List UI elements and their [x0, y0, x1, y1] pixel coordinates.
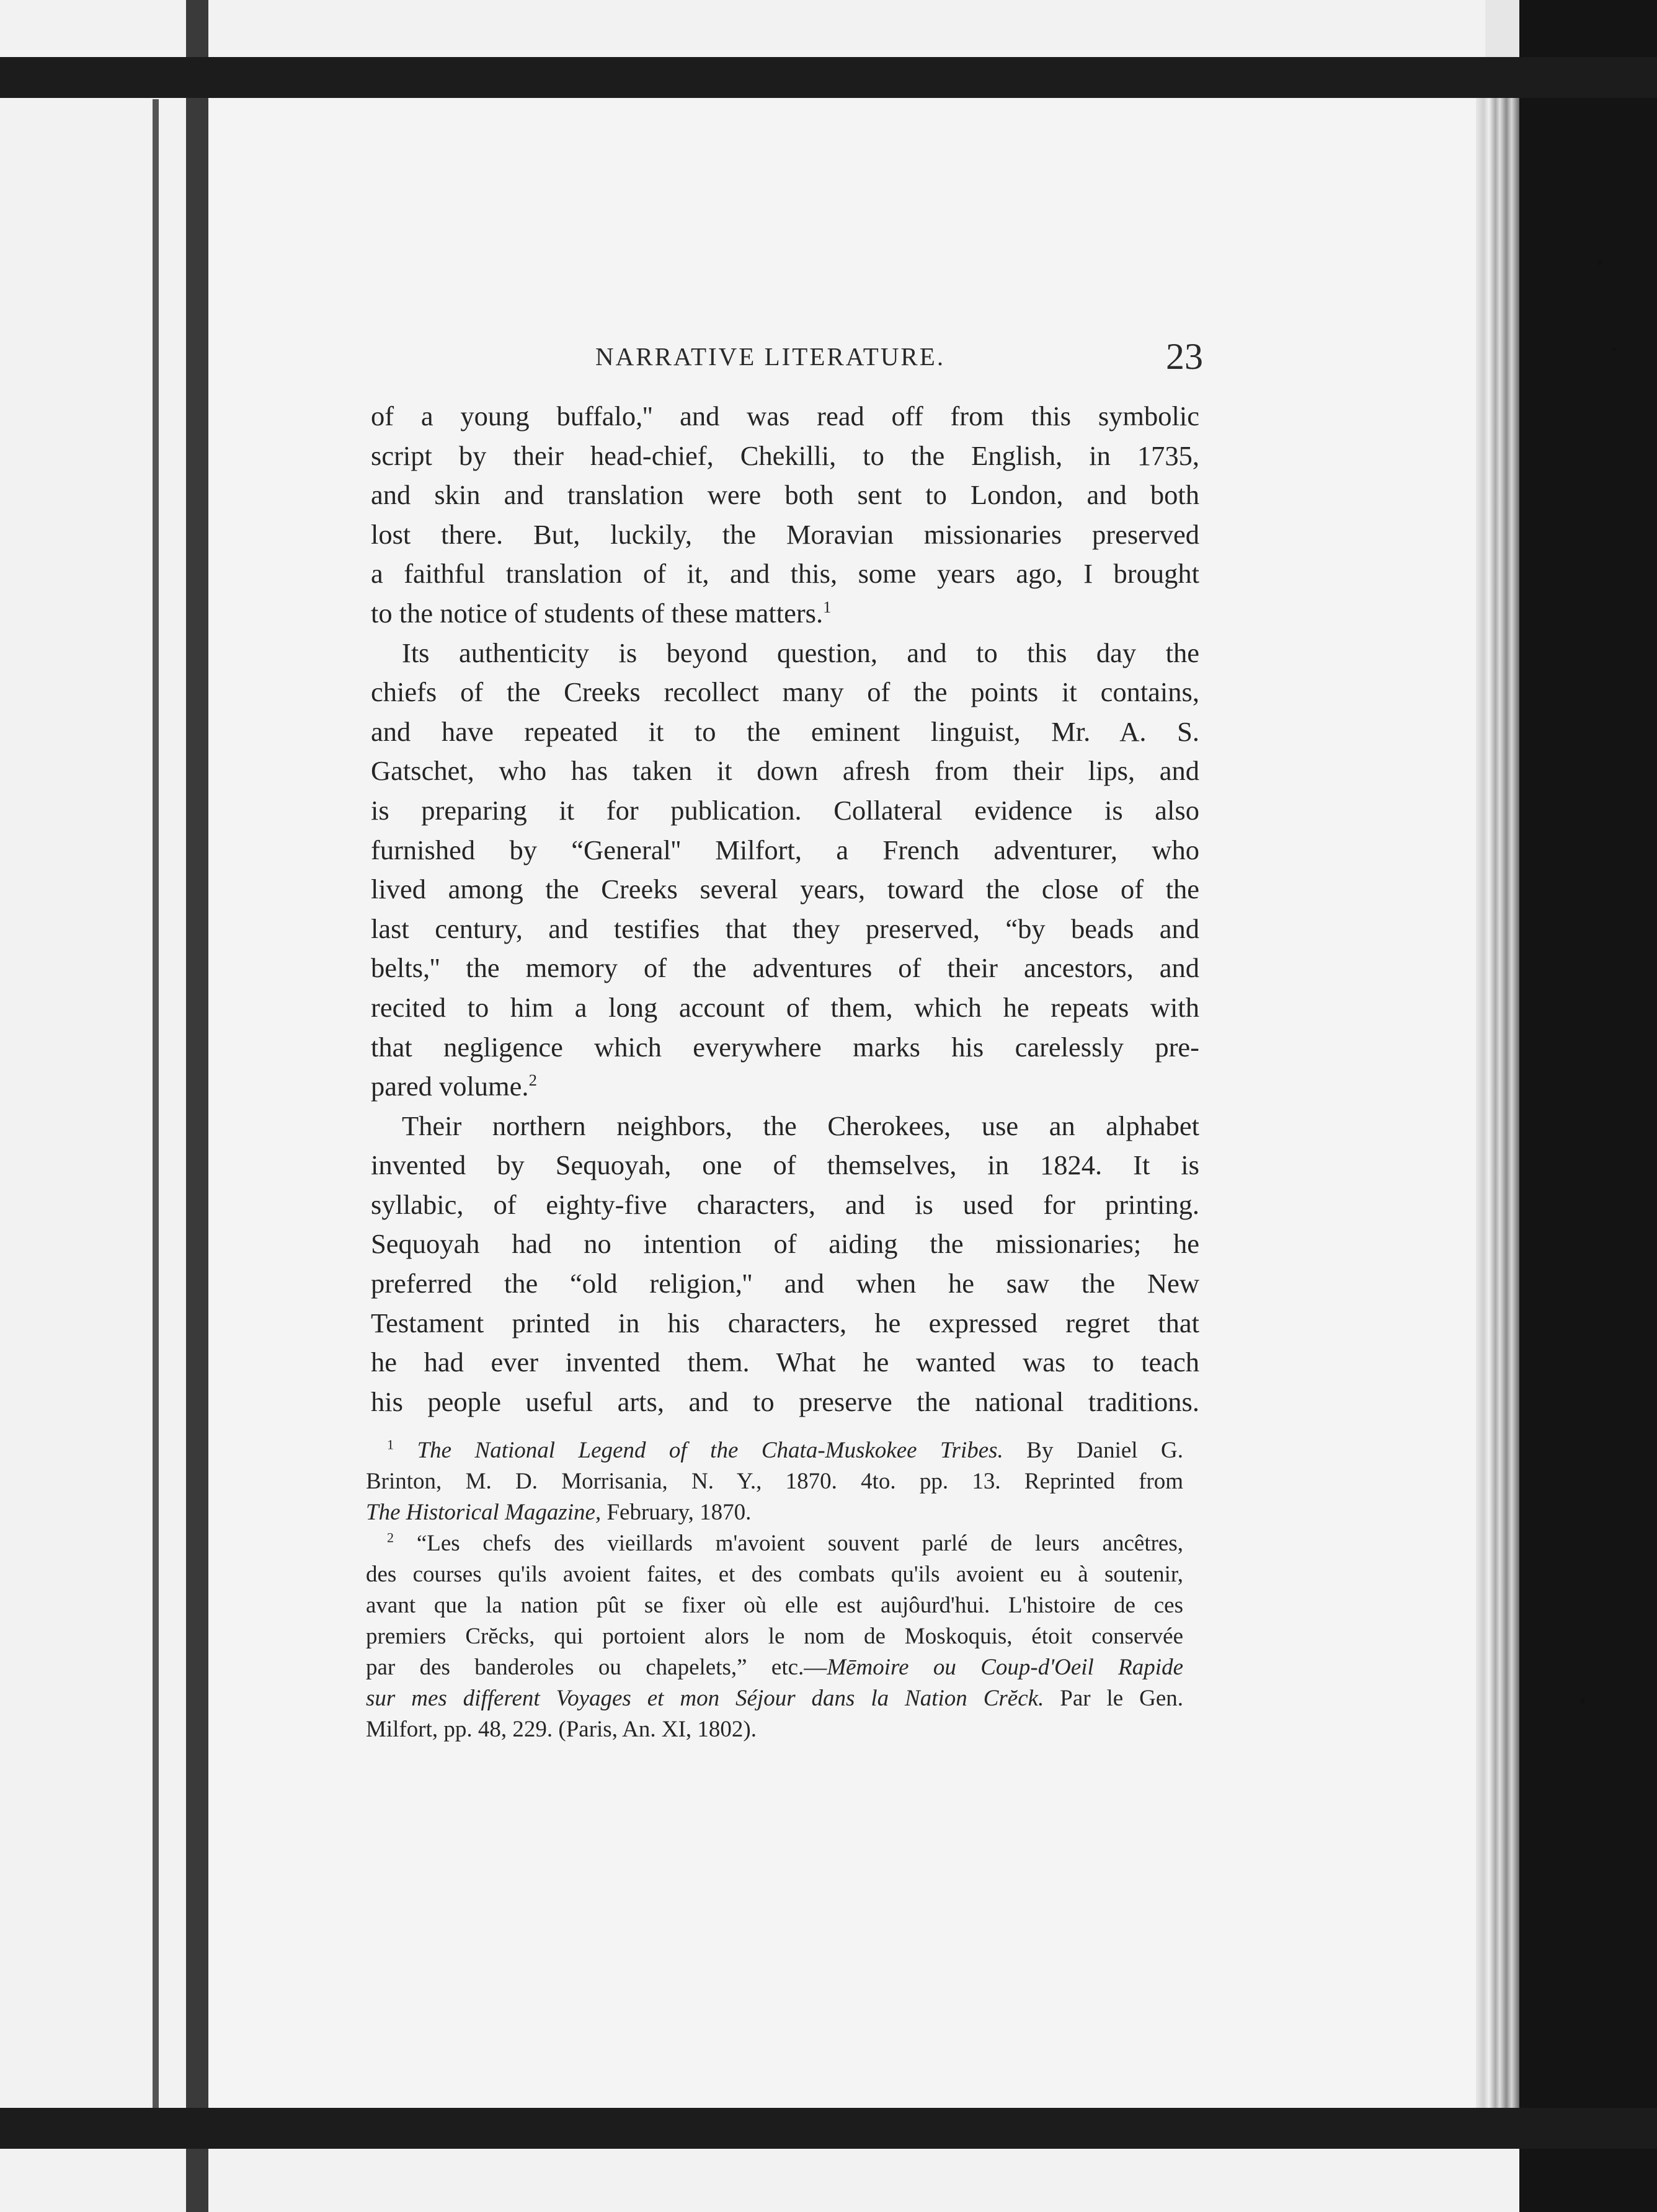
- footnote-text: By Daniel G.: [1026, 1438, 1184, 1463]
- text-line: of a young buffalo,'' and was read off from this symbolic: [371, 400, 1199, 431]
- text-line: belts,'' the memory of the adventures of their ancestors, and: [371, 952, 1199, 984]
- film-frame-left-edge: [186, 0, 208, 2212]
- running-title: NARRATIVE LITERATURE.: [595, 342, 946, 371]
- text-line: and skin and translation were both sent to London, and both: [371, 479, 1199, 511]
- text-line: is preparing it for publication. Collateral evidence is also: [371, 794, 1199, 826]
- text-line: Sequoyah had no intention of aiding the missionaries; he: [371, 1228, 1199, 1260]
- footnotes: [366, 1435, 1183, 1745]
- film-frame-left-rule: [153, 99, 159, 2108]
- footnote-marker: 2: [387, 1529, 394, 1546]
- text-line: [371, 1067, 1199, 1107]
- footnote-work-title: Mēmoire ou Coup-d'Oeil Rapide: [827, 1655, 1183, 1680]
- text-line: lived among the Creeks several years, toward the close of the: [371, 874, 1199, 905]
- text-line: and have repeated it to the eminent linguist, Mr. A. S.: [371, 715, 1199, 747]
- footnote-text: February, 1870.: [606, 1500, 752, 1525]
- footnote-work-title: sur mes different Voyages et mon Séjour dans la Nation Crĕck.: [366, 1686, 1044, 1711]
- text-line: last century, and testifies that they preserved, “by beads and: [371, 913, 1199, 944]
- footnote-reference: 1: [823, 598, 832, 617]
- text-line: Testament printed in his characters, he expressed regret that: [371, 1307, 1199, 1338]
- text-line: he had ever invented them. What he wanted was to teach: [371, 1347, 1199, 1378]
- text-line: chiefs of the Creeks recollect many of the points it contains,: [371, 676, 1199, 708]
- film-frame-right-stub: [1485, 0, 1519, 57]
- footnote-journal: The Historical Magazine,: [366, 1500, 602, 1525]
- book-page-edges: [1476, 98, 1519, 2108]
- footnote-text: Par le Gen.: [1060, 1686, 1184, 1711]
- dust-speck: [1612, 347, 1616, 351]
- text-line: his people useful arts, and to preserve the national traditions.: [371, 1386, 1199, 1417]
- page-number: 23: [1166, 336, 1203, 377]
- film-frame-right-dark: [1519, 0, 1657, 2212]
- running-header: [372, 338, 1203, 375]
- footnote-2-line: avant que la nation pût se fixer où elle est aujôurd'hui. L'histoire de ces: [366, 1593, 1183, 1618]
- footnote-1-line: Brinton, M. D. Morrisania, N. Y., 1870. 4to. pp. 13. Reprinted from: [366, 1469, 1183, 1494]
- dust-speck: [1580, 1699, 1585, 1704]
- text-line: [371, 594, 1199, 634]
- text-line: script by their head-chief, Chekilli, to the English, in 1735,: [371, 440, 1199, 471]
- footnote-marker: 1: [387, 1436, 394, 1453]
- film-frame-bottom-bar: [0, 2108, 1657, 2149]
- paragraph-start-line: Its authenticity is beyond question, and to this day the: [402, 637, 1199, 668]
- film-frame-top-bar: [0, 57, 1657, 98]
- footnote-2-line: [366, 1652, 1183, 1683]
- footnote-1-line: [366, 1435, 1183, 1466]
- text-line-content: pared volume.: [371, 1071, 529, 1102]
- footnote-1-line: [366, 1497, 1183, 1528]
- text-line: a faithful translation of it, and this, some years ago, I brought: [371, 558, 1199, 590]
- text-line-content: to the notice of students of these matters.: [371, 597, 824, 629]
- footnote-reference: 2: [528, 1071, 537, 1090]
- text-line: that negligence which everywhere marks his carelessly pre-: [371, 1031, 1199, 1063]
- footnote-2-line: [366, 1528, 1183, 1559]
- text-line: Gatschet, who has taken it down afresh from their lips, and: [371, 755, 1199, 787]
- text-line: invented by Sequoyah, one of themselves, in 1824. It is: [371, 1149, 1199, 1181]
- text-line: furnished by “General'' Milfort, a French adventurer, who: [371, 834, 1199, 865]
- dust-speck: [1597, 260, 1602, 265]
- footnote-2-line: Milfort, pp. 48, 229. (Paris, An. XI, 1802).: [366, 1717, 757, 1742]
- text-line: preferred the “old religion,'' and when he saw the New: [371, 1268, 1199, 1299]
- footnote-2-line: premiers Crĕcks, qui portoient alors le nom de Moskoquis, étoit conservée: [366, 1624, 1183, 1649]
- footnote-2-line: [366, 1683, 1183, 1714]
- footnote-2-line: des courses qu'ils avoient faites, et des combats qu'ils avoient eu à soutenir,: [366, 1562, 1183, 1587]
- footnote-title: The National Legend of the Chata-Muskokee Tribes.: [417, 1438, 1003, 1463]
- footnote-text: par des banderoles ou chapelets,” etc.—: [366, 1655, 827, 1680]
- text-line: recited to him a long account of them, which he repeats with: [371, 991, 1199, 1023]
- paragraph-start-line: Their northern neighbors, the Cherokees, use an alphabet: [402, 1110, 1199, 1141]
- main-text: [371, 397, 1199, 1422]
- footnote-text: “Les chefs des vieillards m'avoient souvent parlé de leurs ancêtres,: [416, 1531, 1183, 1556]
- text-line: lost there. But, luckily, the Moravian missionaries preserved: [371, 518, 1199, 550]
- text-line: syllabic, of eighty-five characters, and is used for printing.: [371, 1188, 1199, 1220]
